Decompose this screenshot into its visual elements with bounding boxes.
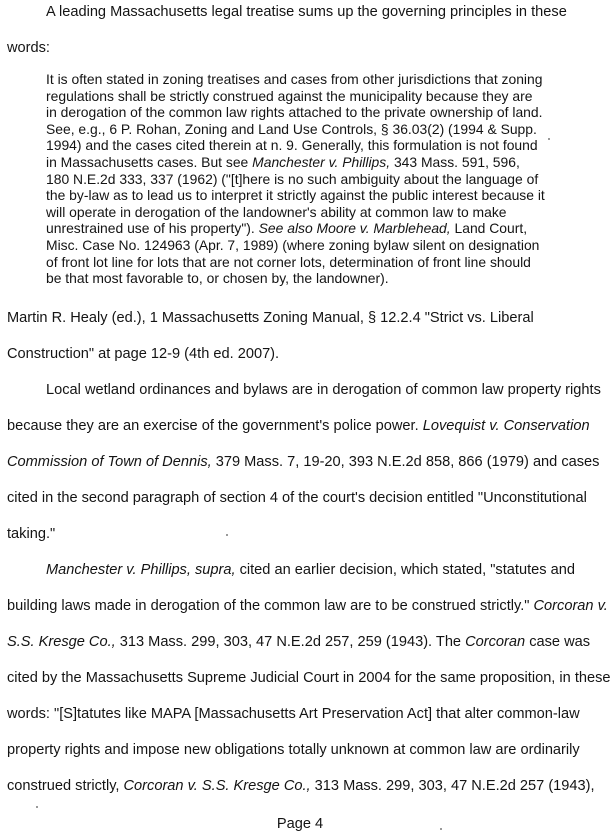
quote-line: the by-law as to lead us to interpret it strictly against the public interest because it xyxy=(46,187,545,204)
quote-line: 180 N.E.2d 333, 337 (1962) ("[t]here is no such ambiguity about the language of xyxy=(46,170,539,187)
quote-line: 1994) and the cases cited therein at n. 9. Generally, this formulation is not found xyxy=(46,137,538,154)
scan-speck xyxy=(548,138,550,140)
case-name-italic: Lovequist v. Conservation xyxy=(422,418,590,434)
quote-text: 343 Mass. 591, 596, xyxy=(390,153,520,170)
quote-text: unrestrained use of his property"). xyxy=(46,220,259,237)
quote-line: regulations shall be strictly construed against the municipality because they are xyxy=(46,87,533,104)
paragraph-2-line-4: cited in the second paragraph of section 4 of the court's decision entitled "Unconstitutional xyxy=(7,490,587,506)
page-number: Page 4 xyxy=(276,816,324,832)
paragraph-1-line-2: words: xyxy=(7,40,50,56)
body-text: case was xyxy=(525,634,591,650)
paragraph-3-line-2 xyxy=(7,597,608,615)
case-name-italic: Commission of Town of Dennis, xyxy=(7,454,212,470)
body-text: 379 Mass. 7, 19-20, 393 N.E.2d 858, 866 (1979) and cases xyxy=(211,454,600,470)
case-name-italic: See also Moore v. Marblehead, xyxy=(258,220,451,237)
body-text: because they are an exercise of the government's police power. xyxy=(7,418,423,434)
paragraph-3-line-4: cited by the Massachusetts Supreme Judicial Court in 2004 for the same proposition, in these xyxy=(7,670,611,686)
paragraph-1-line-1: A leading Massachusetts legal treatise sums up the governing principles in these xyxy=(46,4,567,20)
case-name-italic: Corcoran v. S.S. Kresge Co., xyxy=(123,778,311,794)
paragraph-3-line-5: words: "[S]tatutes like MAPA [Massachusetts Art Preservation Act] that alter common-law xyxy=(7,706,580,722)
quote-line: of front lot line for lots that are not corner lots, determination of front line should xyxy=(46,253,531,270)
quote-line: It is often stated in zoning treatises and cases from other jurisdictions that zoning xyxy=(46,71,543,87)
quote-line: in derogation of the common law rights attached to the private ownership of land. xyxy=(46,104,543,121)
paragraph-2-line-2 xyxy=(7,417,597,435)
quote-text: in Massachusetts cases. But see xyxy=(46,153,253,170)
paragraph-3-line-7 xyxy=(7,777,597,795)
body-text: building laws made in derogation of the common law are to be construed strictly." xyxy=(7,598,534,614)
paragraph-2-line-1: Local wetland ordinances and bylaws are in derogation of common law property rights xyxy=(46,382,601,398)
quote-text: Land Court, xyxy=(450,220,528,237)
paragraph-3-line-6: property rights and impose new obligations totally unknown at common law are ordinarily xyxy=(7,742,580,758)
case-name-italic: S.S. Kresge Co., xyxy=(7,634,116,650)
case-name-italic: Corcoran v. xyxy=(533,598,608,614)
body-text: construed strictly, xyxy=(7,778,124,794)
quote-line: See, e.g., 6 P. Rohan, Zoning and Land Use Controls, § 36.03(2) (1994 & Supp. xyxy=(46,120,537,137)
citation-line-2: Construction" at page 12-9 (4th ed. 2007). xyxy=(7,346,280,362)
citation-line-1: Martin R. Healy (ed.), 1 Massachusetts Zoning Manual, § 12.2.4 "Strict vs. Liberal xyxy=(7,310,534,326)
scan-speck xyxy=(36,806,38,808)
body-text: 313 Mass. 299, 303, 47 N.E.2d 257 (1943), xyxy=(310,778,595,794)
quote-line xyxy=(46,154,586,171)
body-text: cited an earlier decision, which stated, "statutes and xyxy=(235,562,575,578)
block-quote xyxy=(46,71,586,287)
paragraph-3-line-1 xyxy=(46,561,596,579)
case-name-italic: Corcoran xyxy=(465,634,526,650)
quote-line: will operate in derogation of the landowner's ability at common law to make xyxy=(46,203,507,220)
quote-line: be that most favorable to, or chosen by, the landowner). xyxy=(46,270,389,287)
body-text: 313 Mass. 299, 303, 47 N.E.2d 257, 259 (1943). The xyxy=(115,634,466,650)
quote-line: Misc. Case No. 124963 (Apr. 7, 1989) (where zoning bylaw silent on designation xyxy=(46,236,540,253)
quote-line xyxy=(46,220,586,237)
paragraph-2-line-3 xyxy=(7,453,600,471)
paragraph-3-line-3 xyxy=(7,633,597,651)
case-name-italic: Manchester v. Phillips, xyxy=(252,153,391,170)
paragraph-2-line-5: taking." xyxy=(7,526,56,542)
case-name-italic: Manchester v. Phillips, supra, xyxy=(46,562,236,578)
scan-speck xyxy=(226,534,228,536)
